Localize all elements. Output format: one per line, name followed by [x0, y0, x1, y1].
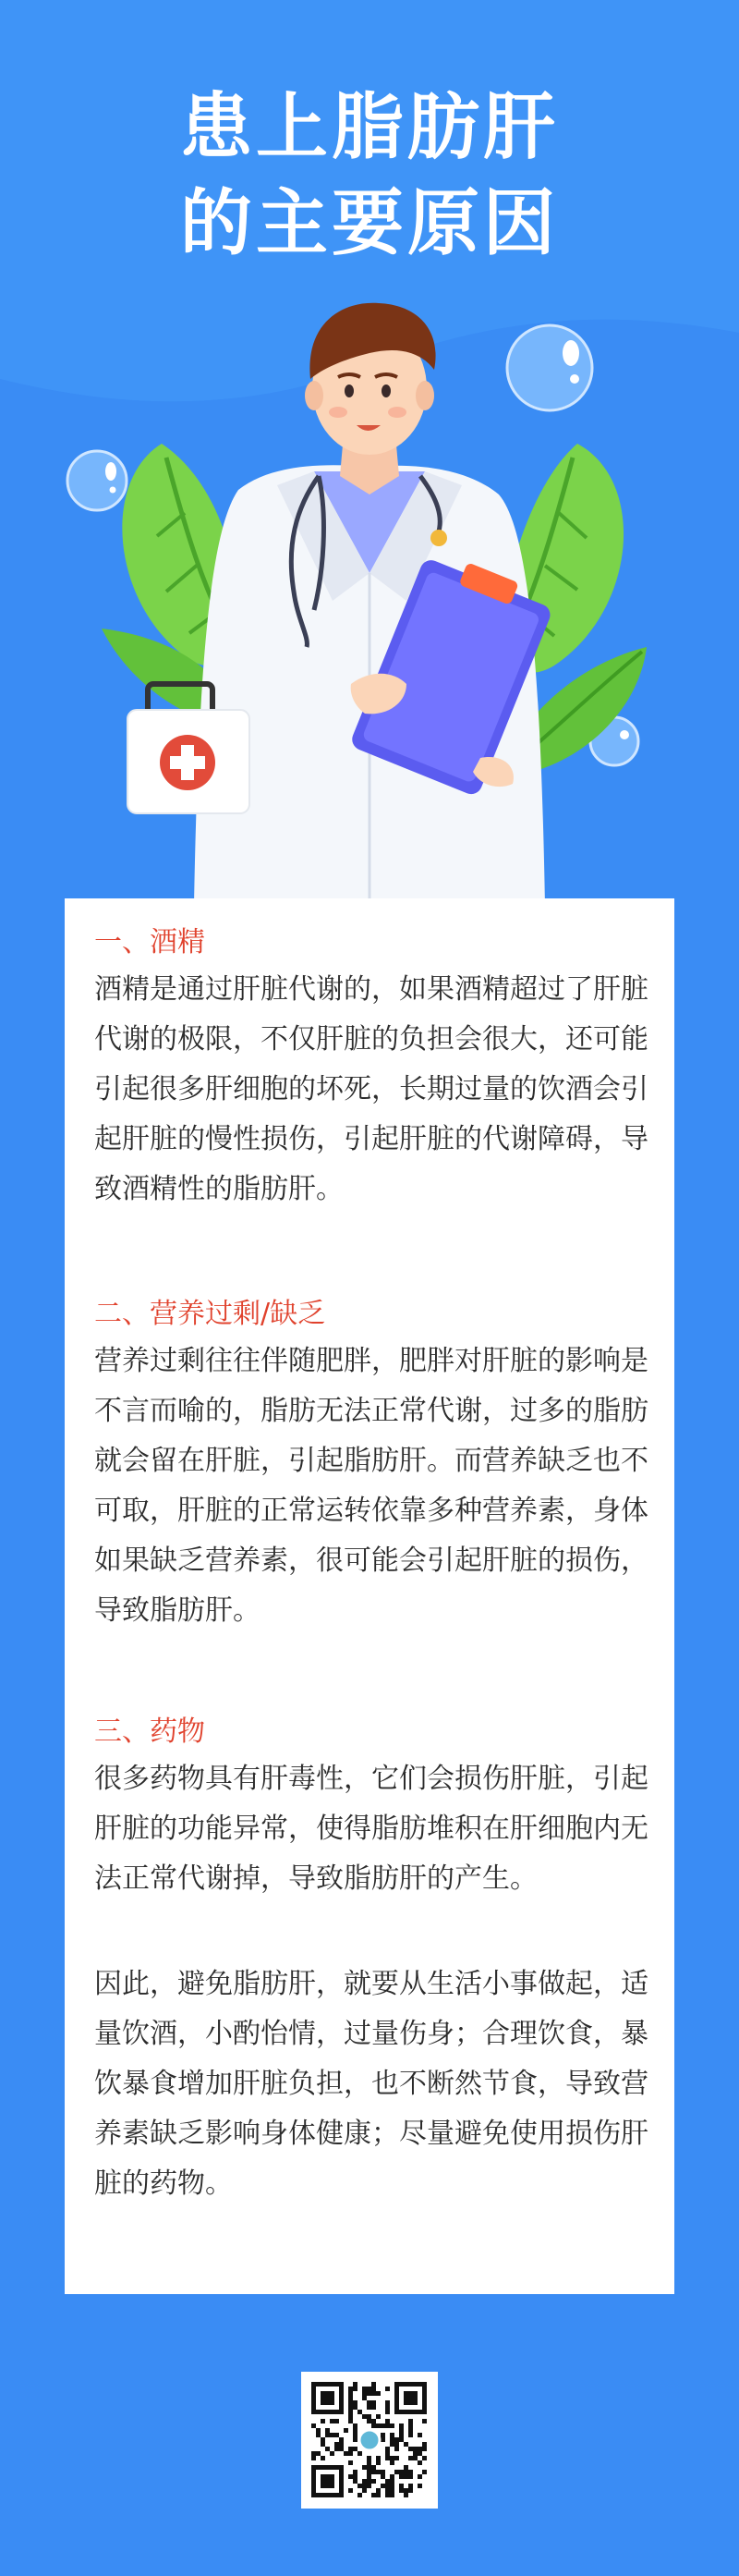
conclusion — [94, 1959, 648, 2209]
content-card — [65, 898, 674, 2294]
section-body: 很多药物具有肝毒性，它们会损伤肝脏，引起肝脏的功能异常，使得脂肪堆积在肝细胞内无法正常代谢掉，导致脂肪肝的产生。 — [94, 1763, 648, 1895]
doctor-illustration — [0, 296, 739, 906]
bubble-icon — [67, 451, 127, 510]
section-alcohol — [94, 924, 648, 1215]
section-body: 酒精是通过肝脏代谢的，如果酒精超过了肝脏代谢的极限，不仅肝脏的负担会很大，还可能引起很多肝细胞的坏死，长期过量的饮酒会引起肝脏的慢性损伤，引起肝脏的代谢障碍，导致酒精性的脂肪肝。 — [94, 973, 648, 1205]
page-title — [0, 79, 739, 272]
section-heading: 一、酒精 — [94, 926, 205, 958]
section-body: 营养过剩往往伴随肥胖，肥胖对肝脏的影响是不言而喻的，脂肪无法正常代谢，过多的脂肪就会留在肝脏，引起脂肪肝。而营养缺乏也不可取，肝脏的正常运转依靠多种营养素，身体如果缺乏营养素，很可能会引起肝脏的损伤，导致脂肪肝。 — [94, 1345, 648, 1627]
section-nutrition — [94, 1296, 648, 1636]
conclusion-text: 因此，避免脂肪肝，就要从生活小事做起，适量饮酒，小酌怡情，过量伤身；合理饮食，暴饮暴食增加肝脏负担，也不断然节食，导致营养素缺乏影响身体健康；尽量避免使用损伤肝脏的药物。 — [94, 1968, 648, 2200]
title-line-2: 的主要原因 — [179, 182, 559, 265]
section-heading: 二、营养过剩/缺乏 — [94, 1298, 326, 1330]
qr-code-icon — [301, 2372, 438, 2509]
bubble-icon — [507, 325, 592, 410]
title-line-1: 患上脂肪肝 — [179, 86, 559, 169]
section-medication — [94, 1714, 648, 1904]
section-heading: 三、药物 — [94, 1715, 205, 1748]
qr-code-graphic — [301, 2372, 438, 2509]
